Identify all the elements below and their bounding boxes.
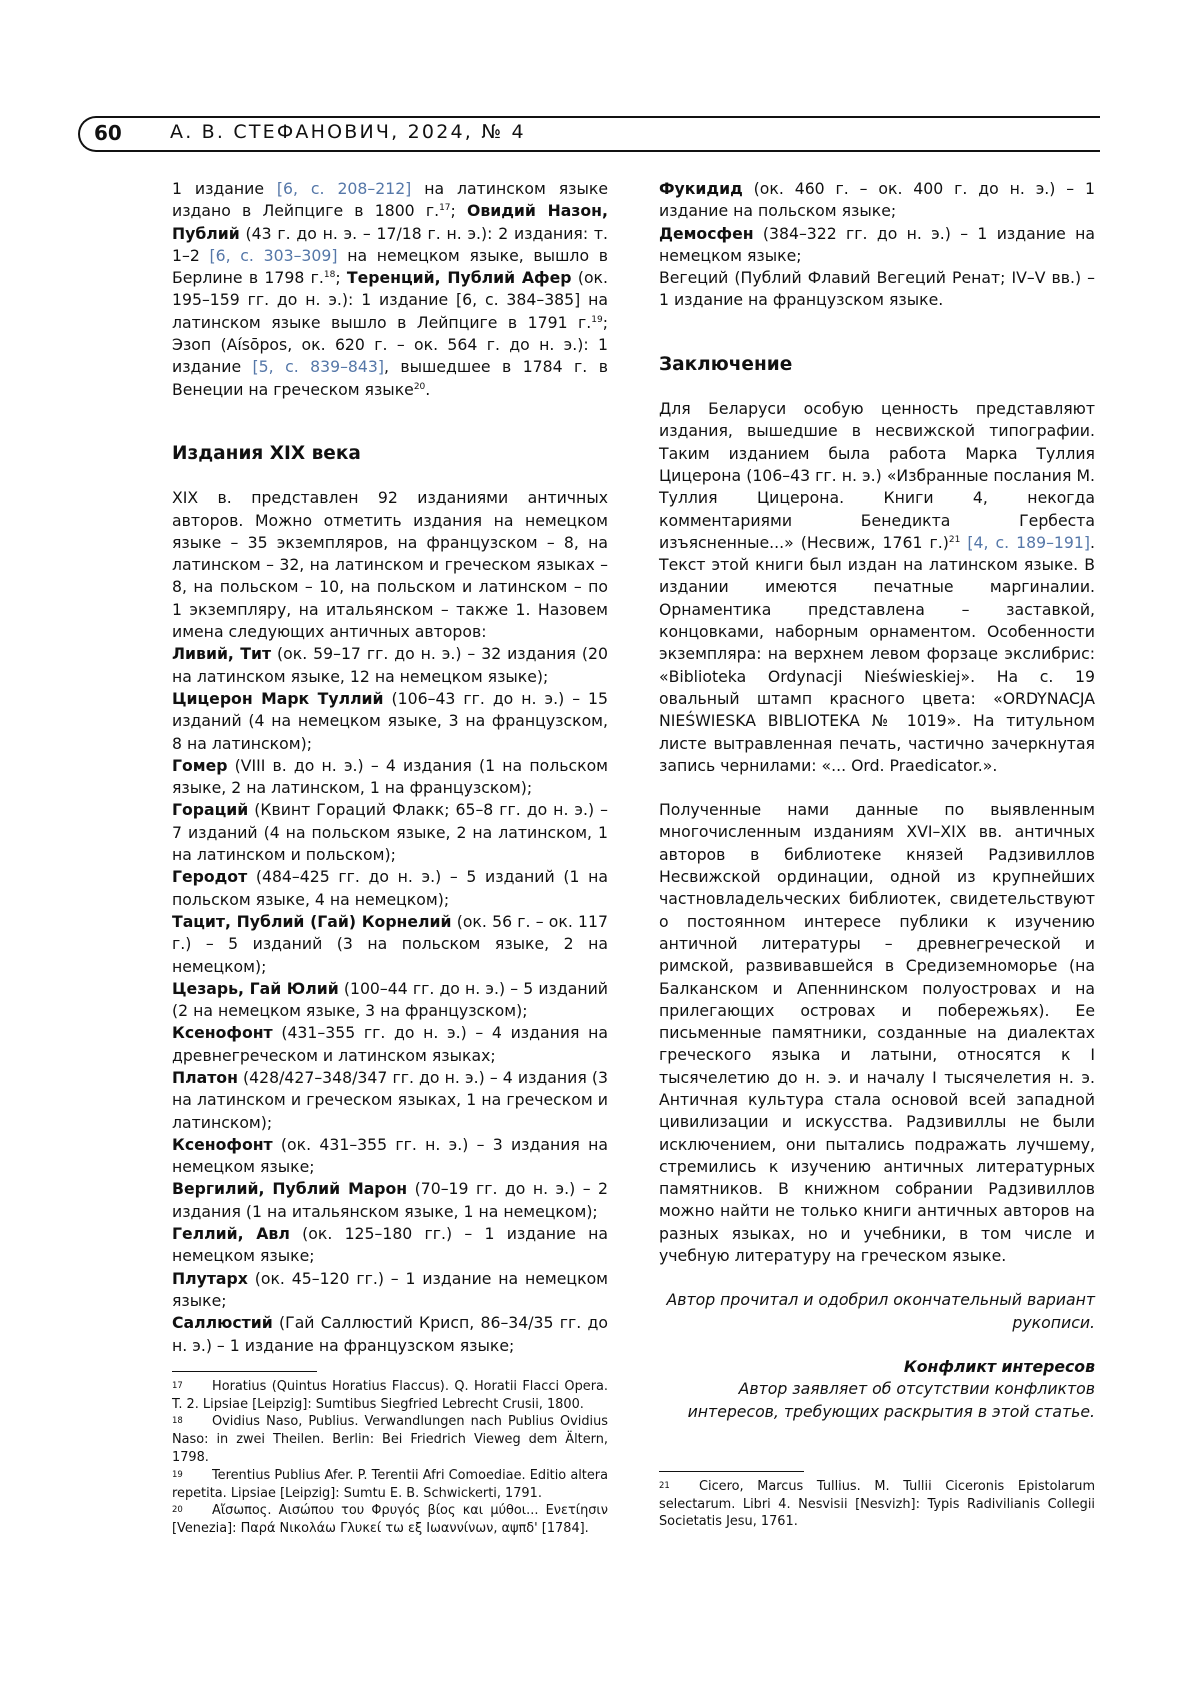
- author-list-continued: [659, 178, 1095, 312]
- author-name: Геродот: [172, 867, 248, 887]
- citation-link[interactable]: [6, с. 303–309]: [209, 245, 338, 265]
- author-entry: [659, 178, 1095, 223]
- footnote-text: Αἴσωπος. Αισώπου του Φρυγός βίος και μύθοι... Ενετίησιν [Venezia]: Παρά Νικολάω Γλυκεί τω εξ Ιωαννίνων, αψπδ' [1784].: [172, 1503, 608, 1537]
- text-run: (43 г. до н. э. – 17/18 г. н. э.): 2 издания: т. 1–2: [172, 223, 608, 265]
- footnote-ref[interactable]: 21: [948, 534, 961, 545]
- author-name: Саллюстий: [172, 1313, 273, 1333]
- author-details: (VIII в. до н. э.) – 4 издания (1 на польском языке, 2 на латинском, 1 на французском);: [172, 755, 608, 798]
- text-run: ;: [450, 201, 467, 221]
- author-entry: [172, 1134, 608, 1179]
- author-entry: [172, 1178, 608, 1223]
- author-details: (100–44 гг. до н. э.) – 5 изданий (2 на немецком языке, 3 на французском);: [172, 978, 609, 1021]
- author-details: (Квинт Гораций Флакк; 65–8 гг. до н. э.) – 7 изданий (4 на польском языке, 2 на латинском, 1 на латинском и польском);: [172, 800, 608, 865]
- text-run: , вышедшее в 1784 г. в Венеции на греческом языке: [172, 357, 608, 399]
- citation-link[interactable]: [5, с. 839–843]: [252, 357, 384, 377]
- footnote-number: 18: [172, 1416, 183, 1427]
- author-entry: [172, 866, 608, 911]
- author-entry: [172, 643, 608, 688]
- author-list: [172, 643, 608, 1357]
- author-details: Вегеций (Публий Флавий Вегеций Ренат; IV–V вв.) – 1 издание на французском языке.: [659, 268, 1095, 310]
- author-details: (ок. 59–17 гг. до н. э.) – 32 издания (20 на латинском языке, 12 на немецком языке);: [172, 644, 609, 686]
- footnote-text: Ovidius Naso, Publius. Verwandlungen nach Publius Ovidius Naso: in zwei Theilen. Berlin: Bei Friedrich Vieweg dem Ältern, 1798.: [172, 1414, 608, 1466]
- text-run: на латинском языке издано в Лейпциге в 1800 г.: [172, 179, 608, 221]
- author-name: Гомер: [172, 755, 228, 775]
- author-details: (Гай Саллюстий Крисп, 86–34/35 гг. до н. э.) – 1 издание на французском языке;: [172, 1313, 608, 1355]
- author-name: Цицерон Марк Туллий: [172, 688, 384, 708]
- author-name: Тацит, Публий (Гай) Корнелий: [172, 911, 452, 931]
- footnote-ref[interactable]: 17: [439, 203, 451, 214]
- footnote-ref[interactable]: 18: [323, 269, 336, 280]
- footnote-text: Terentius Publius Afer. P. Terentii Afri Comoediae. Editio altera repetita. Lipsiae [Leipzig]: Sumtu E. B. Schwickerti, 1791.: [172, 1467, 608, 1501]
- footnotes-right: [659, 1478, 1095, 1531]
- conflict-title: Конфликт интересов: [903, 1356, 1095, 1376]
- footnote-number: 20: [172, 1505, 183, 1516]
- footnote-text: Cicero, Marcus Tullius. M. Tullii Ciceronis Epistolarum selectarum. Libri 4. Nesvisii [Nesvizh]: Typis Radivilianis Collegii Societatis Jesu, 1761.: [659, 1478, 1095, 1530]
- author-details: (ок. 125–180 гг.) – 1 издание на немецком языке;: [172, 1224, 608, 1266]
- author-name: Фукидид: [659, 179, 743, 198]
- author-entry: [172, 978, 608, 1023]
- section-heading-conclusion: Заключение: [659, 353, 793, 375]
- footnote-number: 17: [172, 1380, 183, 1391]
- author-name: Платон: [172, 1067, 238, 1087]
- section-heading-xix: Издания XIX века: [172, 442, 361, 464]
- author-name: Ксенофонт: [172, 1134, 273, 1154]
- author-details: (384–322 гг. до н. э.) – 1 издание на немецком языке;: [659, 223, 1095, 265]
- text-run: . Текст этой книги был издан на латинском языке. В издании имеются печатные маргиналии. Орнаментика представлена – заставкой, концовками, наборным орнаментом. Особенности экземпляра: на верхнем левом форзаце экслибрис: «Biblioteka Ordynacji Nieświeskiej». На с. 19 овальный штамп красного цвета: «ORDYNACJA NIEŚWIESKA BIBLIOTEKA № 1019». На титульном листе вытравленная печать, частично зачеркнутая запись чернилами: «... Ord. Praedicator.».: [659, 532, 1095, 775]
- footnote: [172, 1378, 608, 1414]
- footnote-separator: [172, 1371, 317, 1372]
- text-run: .: [425, 379, 431, 399]
- footnote-separator-right: [659, 1471, 804, 1472]
- author-name: Демосфен: [659, 223, 754, 243]
- author-details: (ок. 56 г. – ок. 117 г.) – 5 изданий (3 на польском языке, 2 на немецком);: [172, 911, 608, 976]
- footnote: [172, 1502, 608, 1538]
- conflict-text: Автор заявляет об отсутствии конфликтов интересов, требующих раскрытия в этой статье.: [687, 1379, 1095, 1421]
- footnote: [659, 1478, 1095, 1531]
- left-column: [172, 178, 608, 1538]
- author-name: Цезарь, Гай Юлий: [172, 978, 339, 998]
- conclusion-paragraph-2: Полученные нами данные по выявленным многочисленным изданиям XVI–XIX вв. античных авторов в библиотеке князей Радзивиллов Несвижской ординации, одной из крупнейших частновладельческих библиотек, свидетельствуют о постоянном интересе публики к изучению античной литературы – древнегреческой и римской, развивавшейся в Средиземноморье (на Балканском и Апеннинском полуостровах и на прилегающих островах и побережьях). Ее письменные памятники, созданные на диалектах греческого языка и латыни, относятся к I тысячелетию до н. э. и началу I тысячелетия н. э. Античная культура стала основой всей западной цивилизации и искусства. Радзивиллы не были исключением, они пытались подражать лучшему, стремились к изучению античных литературных памятников. В книжном собрании Радзивиллов можно найти не только книги античных авторов на разных языках, но и учебники, в том числе и учебную литературу на греческом языке.: [659, 800, 1095, 1266]
- citation-link[interactable]: [4, с. 189–191]: [967, 532, 1090, 552]
- footnote-number: 19: [172, 1469, 183, 1480]
- author-details: (484–425 гг. до н. э.) – 5 изданий (1 на польском языке, 4 на немецком);: [172, 867, 608, 909]
- text-run: Для Беларуси особую ценность представляют издания, вышедшие в несвижской типографии. Таким изданием была работа Марка Туллия Цицерона (106–43 гг. н. э.) «Избранные послания М. Туллия Цицерона. Книги 4, некогда комментариями Бенедикта Гербеста изъясненные...» (Несвиж, 1761 г.): [659, 399, 1095, 552]
- summary-paragraph: XIX в. представлен 92 изданиями античных авторов. Можно отметить издания на немецком языке – 35 экземпляров, на французском – 8, на латинском – 32, на латинском и греческом языках – 8, на польском – 10, на польском и латинском – по 1 экземпляру, на итальянском – также 1. Назовем имена следующих античных авторов:: [172, 488, 608, 642]
- right-column: [659, 178, 1095, 1531]
- page-number: 60: [94, 121, 122, 145]
- author-entry: [172, 1067, 608, 1134]
- author-entry: [172, 1223, 608, 1268]
- text-run: ;: [335, 268, 347, 288]
- author-entry: [172, 1022, 608, 1067]
- footnote: [172, 1413, 608, 1466]
- author-name: Теренций, Публий Афер: [346, 268, 572, 288]
- author-name: Геллий, Авл: [172, 1224, 290, 1244]
- author-entry: [172, 755, 608, 800]
- author-entry: [172, 688, 608, 755]
- author-details: (428/427–348/347 гг. до н. э.) – 4 издания (3 на латинском и греческом языках, 1 на греческом и латинском);: [172, 1067, 608, 1132]
- conclusion-paragraph-1: [659, 398, 1095, 777]
- citation-link[interactable]: [6, с. 208–212]: [276, 179, 412, 198]
- author-entry: [172, 799, 608, 866]
- footnotes: [172, 1378, 608, 1538]
- intro-paragraph: [172, 178, 608, 401]
- author-entry: [659, 223, 1095, 268]
- author-name: Овидий Назон, Публий: [172, 201, 608, 243]
- author-name: Ливий, Тит: [172, 644, 272, 664]
- running-title: А. В. СТЕФАНОВИЧ, 2024, № 4: [170, 121, 526, 143]
- author-entry: [659, 267, 1095, 312]
- author-name: Вергилий, Публий Марон: [172, 1179, 408, 1199]
- text-run: на немецком языке, вышло в Берлине в 1798 г.: [172, 245, 608, 288]
- author-entry: [172, 1312, 608, 1357]
- author-name: Гораций: [172, 800, 249, 820]
- footnote: [172, 1467, 608, 1503]
- author-details: (ок. 460 г. – ок. 400 г. до н. э.) – 1 издание на польском языке;: [659, 179, 1095, 221]
- footnote-number: 21: [659, 1480, 670, 1491]
- text-run: (ок. 195–159 гг. до н. э.): 1 издание [6, с. 384–385] на латинском языке вышло в Лейпциге в 1791 г.: [172, 268, 608, 332]
- text-run: 1 издание: [172, 179, 277, 198]
- running-header: [78, 116, 1100, 152]
- footnote-text: Horatius (Quintus Horatius Flaccus). Q. Horatii Flacci Opera. T. 2. Lipsiae [Leipzig]: Sumtibus Siegfried Lebrecht Crusii, 1800.: [172, 1378, 608, 1412]
- author-entry: [172, 911, 608, 978]
- author-entry: [172, 1268, 608, 1313]
- text-run: ; Эзоп (Aísōpos, ок. 620 г. – ок. 564 г. до н. э.): 1 издание: [172, 312, 608, 377]
- author-details: (ок. 431–355 гг. н. э.) – 3 издания на немецком языке;: [172, 1134, 608, 1177]
- author-details: (70–19 гг. до н. э.) – 2 издания (1 на итальянском языке, 1 на немецком);: [172, 1179, 608, 1221]
- author-details: (ок. 45–120 гг.) – 1 издание на немецком языке;: [172, 1268, 608, 1310]
- author-details: (106–43 гг. до н. э.) – 15 изданий (4 на немецком языке, 3 на французском, 8 на латинском);: [172, 688, 608, 753]
- footnote-ref[interactable]: 20: [413, 381, 426, 392]
- author-name: Плутарх: [172, 1268, 248, 1288]
- author-name: Ксенофонт: [172, 1023, 273, 1043]
- author-details: (431–355 гг. до н. э.) – 4 издания на древнегреческом и латинском языках;: [172, 1023, 608, 1065]
- approval-note: Автор прочитал и одобрил окончательный вариант рукописи.: [666, 1290, 1095, 1332]
- footnote-ref[interactable]: 19: [591, 314, 603, 325]
